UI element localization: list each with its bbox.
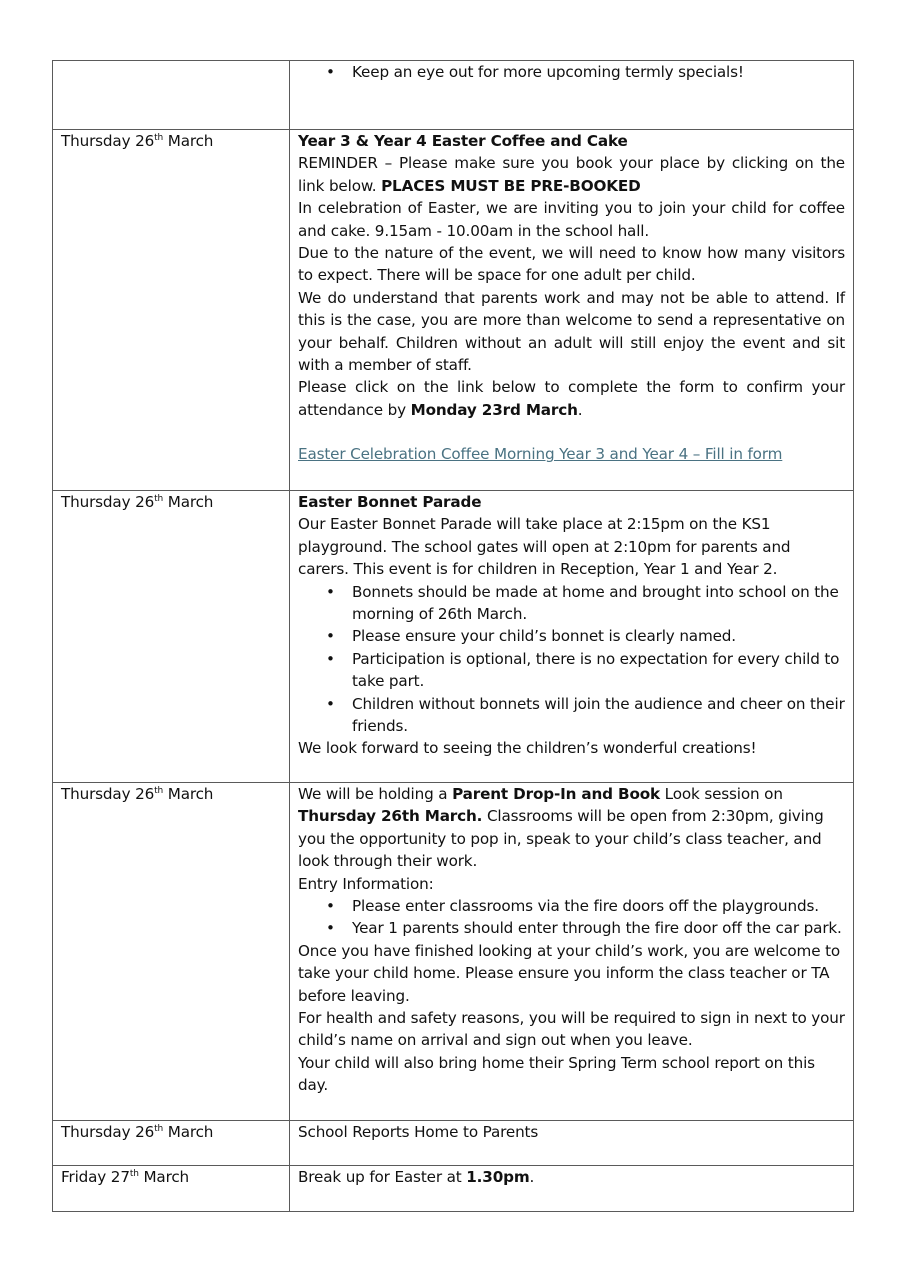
- date-cell: [53, 61, 290, 130]
- paragraph: Once you have finished looking at your child’s work, you are welcome to take your child home. Please ensure you inform the class teacher or TA before leaving.: [298, 941, 841, 1005]
- table-row: [53, 783, 854, 1121]
- event-date: Thursday 26th March: [61, 493, 214, 511]
- bullet-list: [298, 61, 845, 83]
- event-text: School Reports Home to Parents: [298, 1123, 539, 1141]
- intro-paragraph: We will be holding a Parent Drop-In and Book Look session on Thursday 26th March. Classrooms will be open from 2:30pm, giving you the opportunity to pop in, speak to your child’s class teacher, and look through their work.: [298, 785, 824, 871]
- description-cell: [290, 1121, 854, 1166]
- paragraph: In celebration of Easter, we are inviting you to join your child for coffee and cake. 9.15am - 10.00am in the school hall.: [298, 199, 845, 240]
- date-cell: [53, 1121, 290, 1166]
- paragraph: Your child will also bring home their Spring Term school report on this day.: [298, 1053, 815, 1095]
- description-cell: [290, 1166, 854, 1212]
- description-cell: [290, 61, 854, 130]
- bullet-list: [298, 895, 845, 940]
- list-item: • Please ensure your child’s bonnet is clearly named.: [352, 625, 845, 647]
- list-item: • Please enter classrooms via the fire doors off the playgrounds.: [352, 895, 845, 917]
- description-cell: [290, 783, 854, 1121]
- list-item: • Bonnets should be made at home and brought into school on the morning of 26th March.: [352, 581, 845, 626]
- event-text: Break up for Easter at 1.30pm.: [298, 1168, 535, 1186]
- event-date: Thursday 26th March: [61, 132, 214, 150]
- table-row: [53, 491, 854, 783]
- paragraph: Please click on the link below to complete the form to confirm your attendance by Monday 23rd March.: [298, 378, 845, 419]
- event-title: Easter Bonnet Parade: [298, 493, 482, 511]
- event-date: Thursday 26th March: [61, 1123, 214, 1141]
- table-row: [53, 130, 854, 491]
- table-row: [53, 1166, 854, 1212]
- bullet-list: [298, 581, 845, 738]
- list-item: • Keep an eye out for more upcoming termly specials!: [352, 61, 845, 83]
- date-cell: [53, 130, 290, 491]
- reminder-text: REMINDER – Please make sure you book your place by clicking on the link below. PLACES MUST BE PRE-BOOKED: [298, 154, 845, 195]
- date-cell: [53, 491, 290, 783]
- description-cell: [290, 491, 854, 783]
- paragraph: Our Easter Bonnet Parade will take place at 2:15pm on the KS1 playground. The school gates will open at 2:10pm for parents and carers. This event is for children in Reception, Year 1 and Year 2.: [298, 515, 791, 579]
- paragraph: Due to the nature of the event, we will need to know how many visitors to expect. There will be space for one adult per child.: [298, 244, 845, 285]
- list-item: • Year 1 parents should enter through the fire door off the car park.: [352, 917, 845, 939]
- paragraph: We do understand that parents work and may not be able to attend. If this is the case, you are more than welcome to send a representative on your behalf. Children without an adult will still enjoy the event and sit with a member of staff.: [298, 288, 845, 375]
- paragraph: For health and safety reasons, you will be required to sign in next to your child’s name on arrival and sign out when you leave.: [298, 1009, 845, 1050]
- date-cell: [53, 783, 290, 1121]
- closing-text: We look forward to seeing the children’s wonderful creations!: [298, 739, 757, 758]
- booking-form-link[interactable]: Easter Celebration Coffee Morning Year 3 and Year 4 – Fill in form: [298, 445, 783, 464]
- list-item: • Participation is optional, there is no expectation for every child to take part.: [352, 648, 845, 693]
- event-title: Year 3 & Year 4 Easter Coffee and Cake: [298, 132, 628, 150]
- entry-info-label: Entry Information:: [298, 874, 434, 893]
- description-cell: [290, 130, 854, 491]
- date-cell: [53, 1166, 290, 1212]
- table-row: [53, 61, 854, 130]
- table-row: [53, 1121, 854, 1166]
- events-table: [52, 60, 854, 1212]
- event-date: Thursday 26th March: [61, 785, 214, 803]
- event-date: Friday 27th March: [61, 1168, 190, 1186]
- list-item: • Children without bonnets will join the audience and cheer on their friends.: [352, 693, 845, 738]
